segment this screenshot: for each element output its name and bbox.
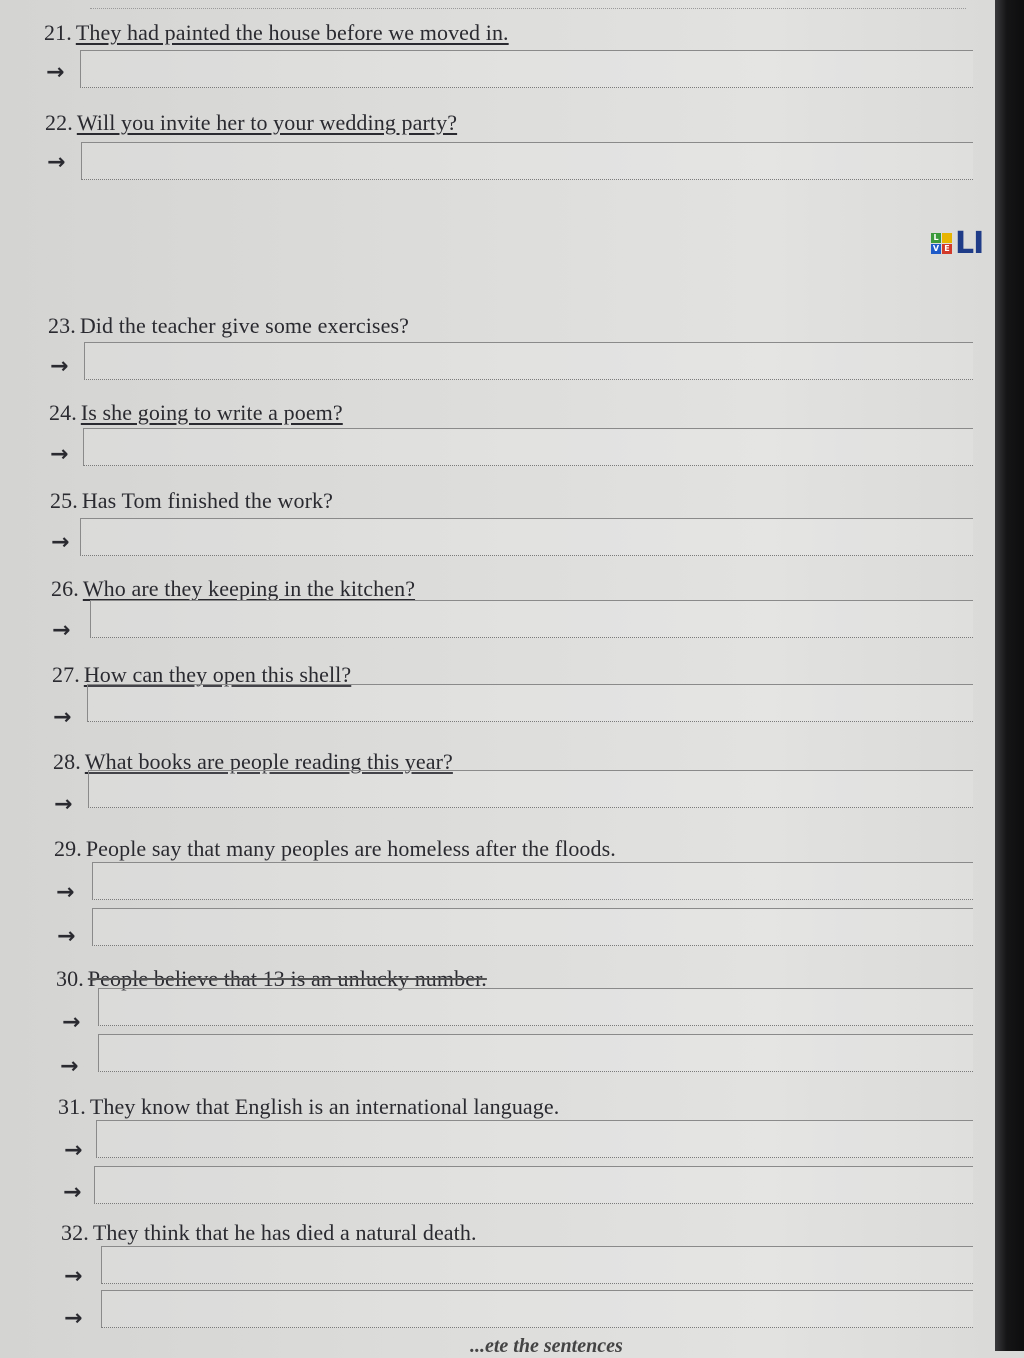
question-number: 21. [44,20,72,45]
arrow-icon: → [63,1180,82,1205]
question-number: 31. [58,1094,86,1119]
question-number: 29. [54,836,82,861]
monitor-bezel-edge [995,0,1024,1351]
arrow-icon: → [60,1054,79,1079]
question-text: Did the teacher give some exercises? [79,313,409,338]
question-number: 32. [61,1220,89,1245]
top-divider [90,8,966,9]
arrow-icon: → [51,530,70,555]
question-text: They know that English is an international language. [89,1094,560,1119]
answer-box-23[interactable] [84,342,973,380]
answer-box-22[interactable] [81,142,973,180]
answer-box-32a[interactable] [101,1246,973,1284]
arrow-icon: → [47,150,66,175]
arrow-icon: → [62,1010,81,1035]
answer-box-25[interactable] [80,518,973,556]
question-number: 27. [52,662,80,687]
answer-box-30a[interactable] [98,988,973,1026]
answer-box-29b[interactable] [92,908,973,946]
question-text: How can they open this shell? [83,662,352,687]
question-26 [51,576,415,602]
question-text: They think that he has died a natural death. [92,1220,477,1245]
question-text: They had painted the house before we moved in. [75,20,509,45]
question-number: 23. [48,313,76,338]
arrow-icon: → [57,924,76,949]
answer-box-31b[interactable] [94,1166,973,1204]
answer-box-27[interactable] [87,684,973,722]
arrow-icon: → [46,60,65,85]
answer-box-21[interactable] [80,50,973,88]
question-text: People believe that 13 is an unlucky number. [87,966,487,991]
logo-mark-icon: L V E [931,233,952,254]
arrow-icon: → [53,705,72,730]
question-text: Who are they keeping in the kitchen? [82,576,416,601]
arrow-icon: → [64,1264,83,1289]
question-number: 26. [51,576,79,601]
answer-box-30b[interactable] [98,1034,973,1072]
question-number: 28. [53,749,81,774]
answer-box-32b[interactable] [101,1290,973,1328]
question-text: Will you invite her to your wedding party? [76,110,458,135]
brand-logo [931,225,995,261]
question-number: 25. [50,488,78,513]
question-text: Has Tom finished the work? [81,488,333,513]
question-24 [49,400,343,426]
question-32 [61,1220,477,1246]
question-29 [54,836,616,862]
question-text: People say that many peoples are homeless after the floods. [85,836,616,861]
question-31 [58,1094,559,1120]
arrow-icon: → [64,1138,83,1163]
logo-text: LI [955,225,984,261]
question-number: 30. [56,966,84,991]
next-section-heading-fragment: ...ete the sentences [470,1335,623,1357]
arrow-icon: → [52,618,71,643]
question-25 [50,488,333,514]
question-number: 24. [49,400,77,425]
arrow-icon: → [56,880,75,905]
question-text: What books are people reading this year? [84,749,453,774]
question-23 [48,313,409,339]
question-21 [44,20,509,46]
question-number: 22. [45,110,73,135]
question-22 [45,110,457,136]
answer-box-24[interactable] [83,428,973,466]
question-text: Is she going to write a poem? [80,400,343,425]
arrow-icon: → [50,442,69,467]
answer-box-26[interactable] [90,600,973,638]
answer-box-31a[interactable] [96,1120,973,1158]
answer-box-29a[interactable] [92,862,973,900]
answer-box-28[interactable] [88,770,973,808]
arrow-icon: → [50,354,69,379]
arrow-icon: → [64,1306,83,1331]
arrow-icon: → [54,792,73,817]
